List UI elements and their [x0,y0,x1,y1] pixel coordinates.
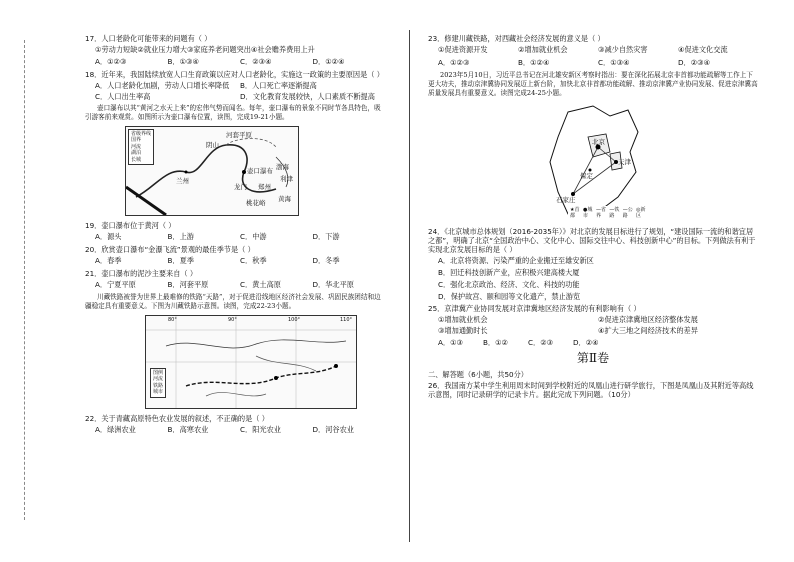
yellow-river-map [125,126,299,216]
option-a[interactable]: A．人口老龄化加剧，劳动人口增长率降低 [95,81,230,90]
legend-item: 河流 [153,376,164,383]
tick-label: 110° [340,316,353,323]
question-17-items: ①劳动力短缺②就业压力增大③家庭养老问题突出④社会赡养费用上升 [95,45,315,54]
legend-item: 河流 [131,143,142,150]
question-22-options [95,425,385,434]
option-d[interactable]: D．下游 [312,231,340,241]
passage-hukou: 壶口瀑布以其“黄河之水天上来”的宏伟气势而闻名。每年，壶口瀑布的景象不同时节各具特色，吸引游客前来观赏。如图所示为壶口瀑布位置，读图，完成19-21小题。 [85,104,381,121]
question-21-options [95,280,385,289]
statement: ④扩大三地之间经济技术的差异 [598,325,698,335]
river-line [256,356,316,371]
legend-item: 省级界线 [131,130,152,137]
question-20-options [95,256,385,265]
passage-railway: 川藏铁路被誉为世界上最难修的铁路“天路”，对于促进沿线地区经济社会发展、巩固民族团结和边疆稳定具有重要意义。下图为川藏铁路示意图。读图，完成22-23小题。 [85,292,381,310]
question-17-options [95,57,385,66]
question-22-stem: 22．关于青藏高原特色农业发展的叙述，不正确的是（ ） [85,413,269,423]
border-line [166,339,346,347]
option-c[interactable]: C．②③④ [240,57,272,66]
question-23-items [438,45,758,54]
legend-item: —省界 [595,206,606,220]
option-c[interactable]: C．秋季 [240,255,267,265]
binding-line [24,40,25,520]
option-d[interactable]: D．河谷农业 [312,424,354,434]
question-26-stem: 26．我国南方某中学生利用周末时间到学校附近的凤凰山进行研学旅行，下图是凤凰山及其附近等高线示意图，同时记录研学的记录卡片。据此完成下列问题。（10分） [428,380,754,399]
label-hetao: 河套平原 [226,130,252,139]
statement: ①促进资源开发 [438,45,488,54]
legend-title: 图例 [153,369,164,376]
option-b[interactable]: B．①③④ [167,57,199,66]
option-d[interactable]: D．保护故宫、颐和园等文化遗产，禁止游览 [438,291,581,301]
legend-item: 城市 [153,389,164,396]
option-a[interactable]: A．绿洲农业 [95,424,136,434]
option-c[interactable]: C．中游 [240,231,267,241]
option-c[interactable]: C．人口出生率高 [95,92,151,101]
statement: ③增加通勤时长 [438,325,488,335]
option-d[interactable]: D．华北平原 [312,279,354,289]
railway-line [186,366,336,386]
right-column [428,34,758,401]
city-point [334,364,338,368]
option-a[interactable]: A．①②③ [95,57,127,66]
question-21-stem: 21．壶口瀑布的泥沙主要来自（ ） [85,268,198,278]
statement: ③减少自然灾害 [598,45,648,54]
question-25-options [438,338,618,347]
option-c[interactable]: C．②③ [528,337,554,347]
legend-item: 长城 [131,156,142,163]
part-two-heading: 第Ⅱ卷 [576,350,610,365]
question-20-stem: 20．欣赏壶口瀑布“金瀑飞流”景观的最佳季节是（ ） [85,244,255,254]
label-taohuayu: 桃花峪 [246,198,266,207]
map1-legend [128,129,154,166]
option-b[interactable]: B．①② [483,337,509,347]
label-hukou: 壶口瀑布 [247,166,273,175]
option-d[interactable]: D．冬季 [312,255,340,265]
legend-item: 国界 [131,137,142,144]
legend-item: 铁路 [153,382,164,389]
option-b[interactable]: B．上游 [167,231,194,241]
legend-item: ◎新区 [636,206,646,220]
lanzhou-point [185,170,188,173]
sichuan-tibet-railway-map [145,315,357,409]
statement: ②增加就业机会 [518,45,568,54]
map2-legend [150,368,166,398]
label-yinshan: 阴山 [206,140,219,149]
label-lanzhou: 兰州 [176,176,189,185]
hukou-point [242,170,246,174]
label-longmen: 龙门 [234,182,247,191]
question-19-options [95,232,385,241]
label-huanghai: 黄海 [278,194,291,203]
label-zhengzhou: 郑州 [258,182,271,191]
map3-legend [568,206,648,221]
question-18-stem: 18．近年来，我国陆续放宽人口生育政策以应对人口老龄化，实施这一政策的主要原因是（ ） [85,70,384,79]
question-23-options [438,58,758,67]
label-beijing: 北京 [592,137,605,146]
label-lijin: 利津 [280,174,293,183]
option-c[interactable]: C．强化北京政治、经济、文化、科技的功能 [438,279,580,289]
option-b[interactable]: B．①②④ [518,58,550,67]
section-title: 二、解答题（6小题，共50分） [428,369,528,379]
option-a[interactable]: A．源头 [95,231,122,241]
question-25-items [438,315,758,335]
legend-item: —公路 [622,206,633,220]
question-23-stem: 23．修建川藏铁路，对西藏社会经济发展的意义是（ ） [428,34,605,43]
tick-label: 80° [168,316,177,323]
tick-label: 100° [288,316,301,323]
statement: ①增加就业机会 [438,314,488,324]
label-tianjin: 天津 [618,157,631,166]
legend-item: —铁路 [609,206,620,220]
option-b[interactable]: B．高寒农业 [167,424,209,434]
column-divider [409,30,410,542]
option-b[interactable]: B．人口死亡率逐渐提高 [240,81,317,90]
city-point [274,376,278,380]
left-column [85,34,385,438]
option-a[interactable]: A．北京将资源、污染严重的企业搬迁至雄安新区 [438,255,594,265]
option-d[interactable]: D．①②④ [312,57,345,66]
option-d[interactable]: D．②④ [573,337,599,347]
legend-item: ★首都 [570,206,580,220]
label-baoding: 保定 [580,171,593,180]
legend-item: 湖泊 [131,150,142,157]
passage-jingjinji: 2023年5月10日，习近平总书记在河北雄安新区考察时指出：要在深化拓展北京非首都功能疏解等工作上下更大功夫，推动京津冀协同发展迈上新台阶，加快北京非首都功能疏解、推动京津冀产业协同发展、促进京津冀高质量发展具有重要意义。读图完成24-25小题。 [428,71,758,97]
option-a[interactable]: A．宁夏平原 [95,279,136,289]
jingjinji-svg [538,102,648,222]
option-a[interactable]: A．①②③ [438,58,470,67]
option-a[interactable]: A．春季 [95,255,122,265]
option-d[interactable]: D．文化教育发展较快，人口素质不断提高 [240,92,375,101]
railway-svg [146,316,356,408]
option-a[interactable]: A．①③ [438,337,463,347]
label-shijiazhuang: 石家庄 [556,195,576,204]
statement: ②促进京津冀地区经济整体发展 [598,314,698,324]
option-c[interactable]: C．黄土高原 [240,279,281,289]
option-c[interactable]: C．①③④ [598,58,630,67]
option-b[interactable]: B．回迁科技创新产业，应积极兴建高楼大厦 [438,267,580,277]
statement: ④促进文化交流 [678,45,728,54]
tick-label: 90° [228,316,237,323]
legend-item: ●城市 [583,206,593,220]
question-25-stem: 25．京津冀产业协同发展对京津冀地区经济发展的有利影响有（ ） [428,303,641,313]
option-d[interactable]: D．②③④ [678,58,711,67]
option-b[interactable]: B．夏季 [167,255,194,265]
label-bohai: 渤海 [276,162,289,171]
question-18-options [95,81,385,101]
question-19-stem: 19．壶口瀑布位于黄河（ ） [85,220,176,230]
question-24-stem: 24．《北京城市总体规划（2016-2035年）》对北京的发展目标进行了规划，“建设国际一流的和谐宜居之都”，明确了北京“全国政治中心、文化中心、国际交往中心、科技创新中心”的目标。下列做法有利于实现北京发展目标的是（ ） [428,226,756,254]
option-c[interactable]: C．阳光农业 [240,424,281,434]
question-17-stem: 17．人口老龄化可能带来的问题有（ ） [85,34,212,43]
jingjinji-map [538,102,648,222]
option-b[interactable]: B．河套平原 [167,279,209,289]
